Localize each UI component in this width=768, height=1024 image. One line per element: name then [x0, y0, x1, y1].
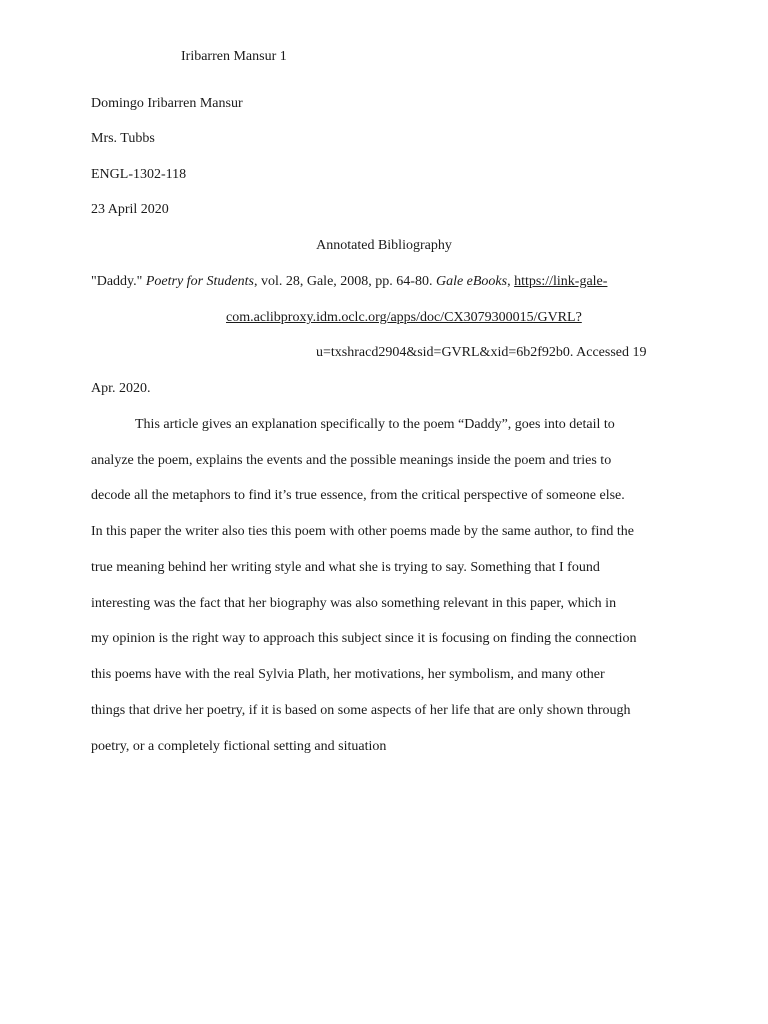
annotation-line: poetry, or a completely fictional setting and situation	[91, 739, 387, 754]
citation-url-link[interactable]: https://link-gale-	[514, 274, 608, 289]
citation-line-1	[91, 273, 607, 291]
annotation-line: In this paper the writer also ties this poem with other poems made by the same author, to find the	[91, 524, 634, 539]
citation-comma: ,	[507, 274, 515, 289]
course-code: ENGL-1302-118	[91, 167, 187, 182]
running-head: Iribarren Mansur 1	[181, 49, 287, 64]
annotation-line: my opinion is the right way to approach this subject since it is focusing on finding the connection	[91, 631, 637, 646]
annotation-line: interesting was the fact that her biography was also something relevant in this paper, which in	[91, 596, 617, 611]
page-title: Annotated Bibliography	[316, 238, 452, 253]
author-name: Domingo Iribarren Mansur	[91, 96, 243, 111]
document-date: 23 April 2020	[91, 202, 169, 217]
citation-line-4: Apr. 2020.	[91, 381, 151, 396]
annotation-line: This article gives an explanation specifically to the poem “Daddy”, goes into detail to	[135, 417, 615, 432]
citation-database: Gale eBooks	[435, 274, 508, 289]
annotation-line: true meaning behind her writing style and what she is trying to say. Something that I found	[91, 560, 600, 575]
annotation-line: things that drive her poetry, if it is based on some aspects of her life that are only shown through	[91, 703, 631, 718]
annotation-line: decode all the metaphors to find it’s true essence, from the critical perspective of someone else.	[91, 488, 625, 503]
citation-title: "Daddy."	[91, 274, 146, 289]
citation-line-3: u=txshracd2904&sid=GVRL&xid=6b2f92b0. Accessed 19	[316, 345, 647, 360]
citation-url-link-continued[interactable]: com.aclibproxy.idm.oclc.org/apps/doc/CX3079300015/GVRL?	[226, 310, 582, 325]
annotation-line: analyze the poem, explains the events and the possible meanings inside the poem and tries to	[91, 453, 612, 468]
citation-line-2	[226, 309, 582, 327]
instructor-name: Mrs. Tubbs	[91, 131, 155, 146]
annotation-line: this poems have with the real Sylvia Plath, her motivations, her symbolism, and many other	[91, 667, 605, 682]
citation-details: , vol. 28, Gale, 2008, pp. 64-80.	[253, 274, 436, 289]
citation-series: Poetry for Students	[145, 274, 254, 289]
